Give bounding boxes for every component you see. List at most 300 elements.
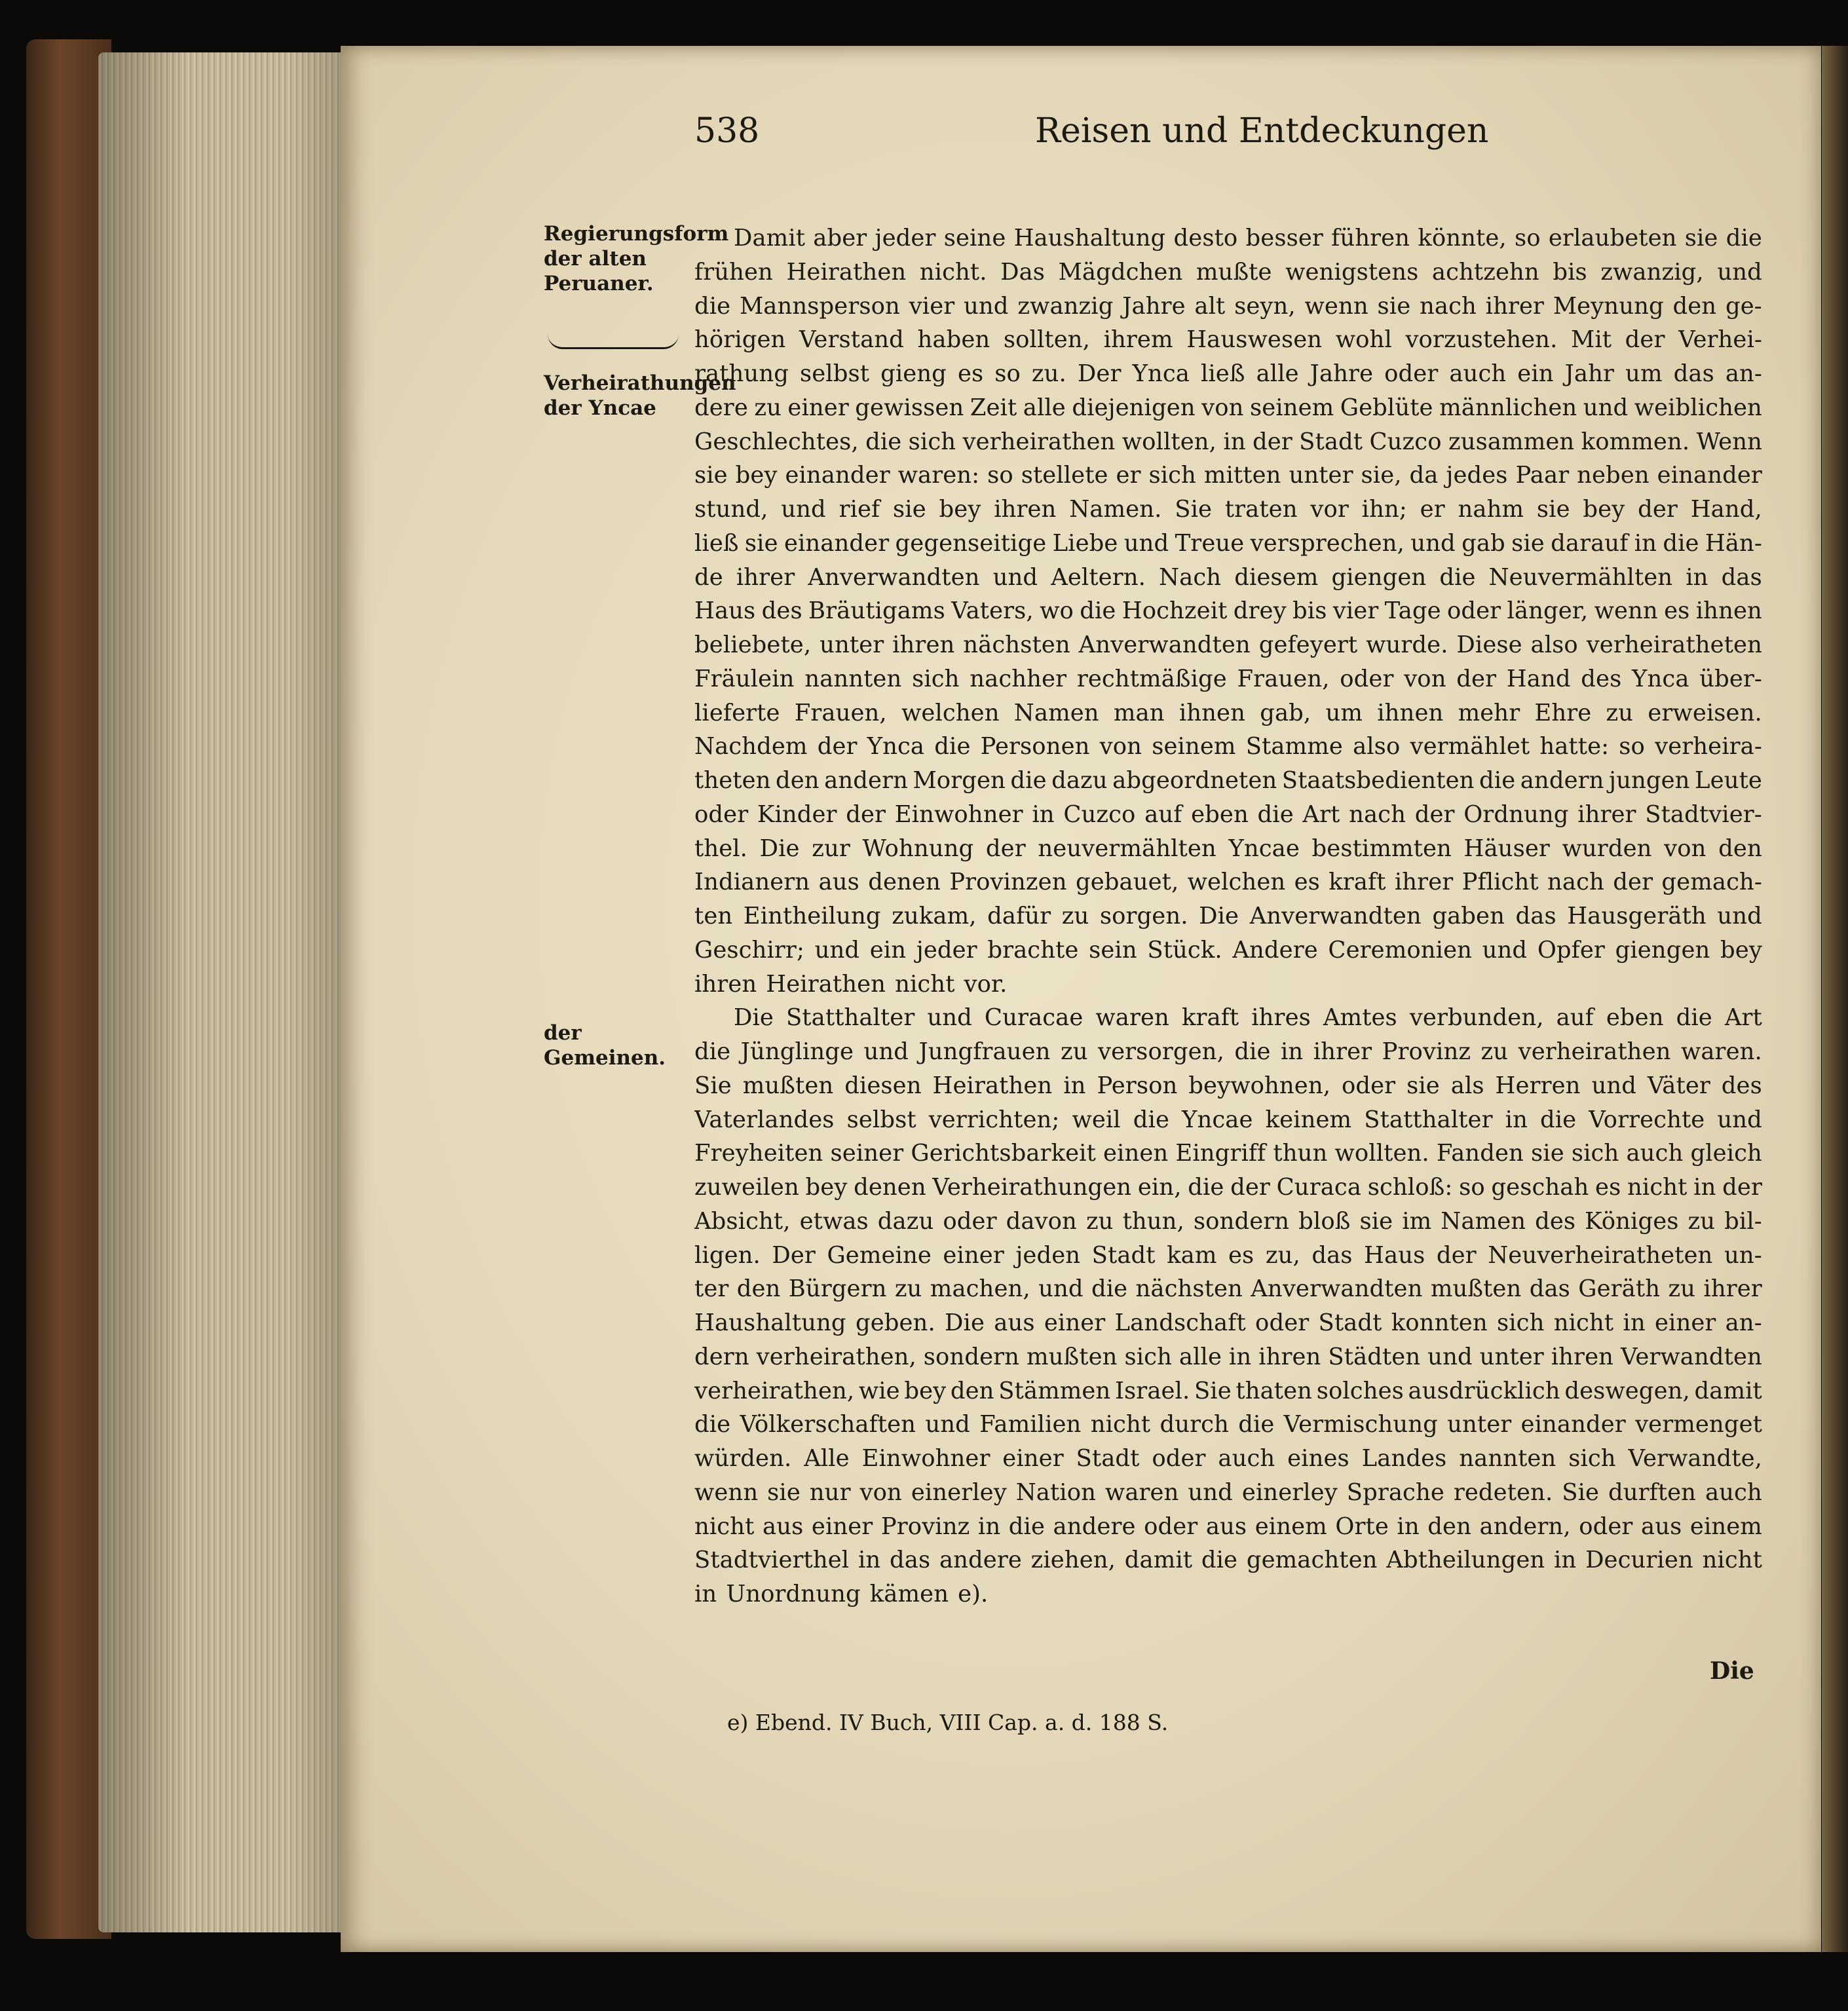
text-line — [694, 832, 1762, 866]
word: ließ — [694, 529, 739, 557]
word: sich — [1124, 1343, 1172, 1370]
word: Vaterlandes — [694, 1106, 835, 1133]
text-line — [694, 527, 1762, 561]
word: es — [1595, 1174, 1621, 1201]
word: Fanden — [1436, 1140, 1524, 1167]
word: Zeit — [970, 394, 1017, 421]
word: gebauet, — [1075, 869, 1179, 896]
word: zu — [1061, 903, 1089, 930]
word: die — [1188, 1174, 1224, 1201]
text-line — [694, 865, 1762, 899]
word: eines — [1287, 1445, 1349, 1472]
text-line — [694, 1442, 1762, 1476]
page-stack-shading — [98, 52, 354, 1932]
word: Anverwandten — [1078, 631, 1251, 658]
word: wenn — [1594, 597, 1658, 625]
word: damit — [1124, 1547, 1193, 1574]
word: zuweilen — [694, 1174, 799, 1201]
word: sondern — [923, 1343, 1020, 1370]
word: den — [736, 1275, 781, 1303]
word: Morgen — [913, 767, 1006, 794]
word: Provinzen — [949, 869, 1067, 896]
word: von — [1201, 394, 1244, 421]
word: oder — [943, 1207, 997, 1235]
word: Vaters, — [951, 597, 1034, 625]
word: zwanzig — [1017, 292, 1114, 320]
word: Absicht, — [694, 1207, 791, 1235]
word: Verstand — [799, 326, 904, 354]
word: gaben — [1432, 903, 1505, 930]
word: nachher — [970, 665, 1067, 692]
word: thaten — [1235, 1377, 1313, 1404]
word: wollten. — [1334, 1140, 1429, 1167]
word: die — [694, 292, 731, 320]
text-line — [694, 1103, 1762, 1137]
word: aus — [763, 1513, 804, 1540]
text-line — [694, 1408, 1762, 1442]
word: von — [1099, 733, 1142, 761]
word: durch — [1160, 1411, 1229, 1438]
word: ligen. — [694, 1241, 761, 1269]
text-line — [694, 357, 1762, 391]
word: die — [1201, 1547, 1238, 1574]
word: eben — [1606, 1004, 1664, 1032]
word: und — [964, 292, 1009, 320]
word: zu — [754, 394, 782, 421]
word: in — [1063, 1072, 1086, 1099]
word: an- — [1725, 1309, 1762, 1336]
word: deswegen, — [1564, 1377, 1690, 1404]
word: Diese — [1456, 631, 1522, 658]
word: hatte: — [1539, 733, 1610, 761]
word: nach — [1420, 292, 1477, 320]
word: Verheirathungen — [932, 1174, 1132, 1201]
word: gab — [1461, 529, 1505, 557]
word: sich — [1148, 462, 1196, 489]
word: es — [1228, 1241, 1254, 1269]
word: alle — [1256, 360, 1299, 387]
text-line — [694, 1035, 1762, 1069]
word: oder — [1579, 1513, 1633, 1540]
word: Anverwandten — [1249, 903, 1422, 930]
word: nur — [809, 1478, 851, 1506]
word: kraft — [1181, 1004, 1239, 1032]
word: Verwandte, — [1628, 1445, 1762, 1472]
word: der — [985, 835, 1026, 862]
word: und — [927, 1004, 972, 1032]
word: Abtheilungen — [1386, 1547, 1545, 1574]
word: Sie — [1562, 1478, 1600, 1506]
word: Yncae — [1182, 1106, 1253, 1133]
text-line — [694, 899, 1762, 933]
word: Heirathen — [766, 970, 886, 998]
word: andere — [939, 1547, 1022, 1574]
word: denen — [854, 1174, 926, 1201]
text-line — [694, 730, 1762, 764]
word: Indianern — [694, 869, 810, 896]
word: Frauen, — [794, 699, 887, 726]
word: solches — [1316, 1377, 1404, 1404]
word: ihrer — [1313, 1038, 1372, 1065]
word: dere — [694, 394, 748, 421]
word: welchen — [1187, 869, 1286, 896]
word: die — [1479, 767, 1516, 794]
text-line — [694, 1137, 1762, 1171]
word: die — [1663, 529, 1699, 557]
word: auch — [1218, 1445, 1275, 1472]
word: Landschaft — [1114, 1309, 1246, 1336]
word: auch — [1626, 1140, 1684, 1167]
word: nicht — [1702, 1547, 1762, 1574]
word: geschah — [1491, 1174, 1589, 1201]
word: würden. — [694, 1445, 792, 1472]
word: Haushaltung — [694, 1309, 846, 1336]
word: dafür — [987, 903, 1051, 930]
word: und — [1410, 529, 1456, 557]
word: Königes — [1585, 1207, 1679, 1235]
word: es — [1664, 597, 1690, 625]
word: dazu — [877, 1207, 934, 1235]
text-line — [694, 968, 1762, 1002]
word: Cuzco — [1369, 428, 1442, 455]
word: in — [1281, 1038, 1304, 1065]
word: und — [1583, 394, 1629, 421]
text-line — [694, 594, 1762, 628]
word: als — [1450, 1072, 1484, 1099]
word: Der — [772, 1241, 816, 1269]
word: bil- — [1724, 1207, 1762, 1235]
word: aus — [818, 869, 859, 896]
word: neben — [1577, 462, 1650, 489]
text-line — [694, 1543, 1762, 1577]
word: über- — [1699, 665, 1762, 692]
word: und — [781, 496, 826, 523]
word: welchen — [901, 699, 1000, 726]
word: mußte — [1196, 258, 1272, 286]
word: zusammen — [1448, 428, 1575, 455]
word: un- — [1724, 1241, 1762, 1269]
word: nahm — [1458, 496, 1524, 523]
word: zur — [812, 835, 850, 862]
text-line — [694, 662, 1762, 696]
word: und — [1591, 1072, 1636, 1099]
word: e). — [958, 1581, 989, 1607]
word: Haus — [694, 597, 756, 625]
word: Eintheilung — [743, 903, 881, 930]
word: so — [1619, 733, 1645, 761]
word: den — [950, 1377, 994, 1404]
word: in — [1554, 1547, 1577, 1574]
word: Heirathen — [786, 258, 907, 286]
word: und — [1482, 936, 1528, 964]
word: Ordnung — [1463, 800, 1569, 828]
word: vor. — [964, 970, 1008, 998]
word: rathung — [694, 360, 789, 387]
word: und — [925, 1411, 970, 1438]
word: einer — [1044, 1309, 1106, 1336]
word: in — [1397, 1513, 1420, 1540]
word: um — [1325, 699, 1363, 726]
word: Frauen, — [1237, 665, 1330, 692]
word: weil — [1072, 1106, 1121, 1133]
word: ihrer — [736, 563, 795, 591]
word: Die — [759, 835, 800, 862]
word: zu — [1688, 1207, 1716, 1235]
word: Statthalter — [785, 1004, 915, 1032]
word: die — [1439, 563, 1476, 591]
word: da — [1409, 462, 1439, 489]
word: Geschlechtes, — [694, 428, 859, 455]
word: Gemeine — [827, 1241, 932, 1269]
word: sorgen. — [1099, 903, 1188, 930]
word: auch — [1705, 1478, 1762, 1506]
word: Stamme — [1245, 733, 1343, 761]
word: auf — [1144, 800, 1182, 828]
word: gab, — [1260, 699, 1311, 726]
word: sein — [1089, 936, 1137, 964]
word: und — [1717, 258, 1762, 286]
word: er — [1420, 496, 1445, 523]
word: verheirathen — [1518, 1038, 1671, 1065]
word: konnten — [1391, 1309, 1488, 1336]
word: Völkerschaften — [740, 1411, 916, 1438]
text-line — [694, 1272, 1762, 1306]
page-number: 538 — [694, 111, 760, 151]
word: kraft — [1329, 869, 1386, 896]
word: wenigstens — [1285, 258, 1419, 286]
word: alle — [1179, 1343, 1222, 1370]
word: Sie — [1175, 496, 1213, 523]
footnote: e) Ebend. IV Buch, VIII Cap. a. d. 188 S. — [727, 1710, 1169, 1735]
word: das — [1515, 903, 1556, 930]
word: zu — [1085, 1207, 1114, 1235]
word: Amtes — [1323, 1004, 1397, 1032]
word: Anverwandten — [1251, 1275, 1423, 1303]
word: zu — [1606, 699, 1634, 726]
word: giengen — [1615, 936, 1710, 964]
word: gleich — [1690, 1140, 1762, 1167]
word: ihren — [1551, 1343, 1614, 1370]
word: Jünglinge — [740, 1038, 854, 1065]
word: einander — [1520, 1411, 1626, 1438]
word: Die — [734, 1004, 774, 1032]
word: vorzustehen. — [1405, 326, 1558, 354]
word: der — [1625, 326, 1665, 354]
word: gieng — [880, 360, 947, 387]
word: des — [1721, 1072, 1762, 1099]
word: bey — [735, 462, 778, 489]
word: Namen. — [1069, 496, 1162, 523]
word: die — [1676, 1004, 1712, 1032]
word: so — [1459, 1174, 1485, 1201]
word: wohl — [1335, 326, 1392, 354]
catchword: Die — [1710, 1657, 1754, 1685]
sidenote-marriages-yncae: Verheirathungen der Yncae — [544, 371, 736, 420]
word: sie — [694, 462, 728, 489]
word: es — [1294, 869, 1320, 896]
word: Stadt — [1076, 1445, 1140, 1472]
word: Pflicht — [1461, 869, 1539, 896]
word: die — [1257, 800, 1294, 828]
word: nächsten — [963, 631, 1070, 658]
word: ihren — [1258, 1343, 1321, 1370]
word: Stadt — [1299, 428, 1363, 455]
word: diejenigen — [1072, 394, 1196, 421]
word: wenn — [694, 1478, 759, 1506]
word: Nach — [1159, 563, 1222, 591]
word: wenn — [1304, 292, 1368, 320]
word: von — [1664, 835, 1707, 862]
word: ein — [1517, 360, 1554, 387]
word: zwanzig, — [1600, 258, 1704, 286]
word: aus — [994, 1309, 1035, 1336]
sidenote-government: Regierungsform der alten Peruaner. — [544, 222, 729, 295]
text-line — [694, 391, 1762, 425]
word: Hauswesen — [1186, 326, 1323, 354]
text-line — [694, 1069, 1762, 1103]
word: der — [817, 733, 858, 761]
word: nächsten — [1135, 1275, 1243, 1303]
word: einander — [783, 529, 890, 557]
word: Sie — [1194, 1377, 1232, 1404]
text-line — [694, 1205, 1762, 1239]
word: nach — [1349, 800, 1406, 828]
word: nicht — [895, 970, 955, 998]
word: ihres — [1251, 1004, 1311, 1032]
word: sie — [1511, 529, 1545, 557]
word: ter — [694, 1275, 729, 1303]
word: vier — [1332, 597, 1379, 625]
running-title: Reisen und Entdeckungen — [1035, 111, 1489, 151]
word: redeten. — [1453, 1478, 1553, 1506]
word: traten — [1224, 496, 1298, 523]
word: Yncae — [1228, 835, 1300, 862]
word: nannten — [804, 665, 902, 692]
word: Haushaltung — [1013, 225, 1166, 252]
word: und — [814, 936, 860, 964]
word: zu — [1668, 1275, 1696, 1303]
word: Damit — [734, 225, 806, 252]
word: einer — [787, 394, 849, 421]
word: ein — [869, 936, 907, 964]
text-line — [694, 493, 1762, 527]
word: Provinz — [880, 1513, 970, 1540]
word: ließ — [1200, 360, 1245, 387]
word: in — [694, 1581, 717, 1607]
word: Die — [1199, 903, 1239, 930]
word: sich — [1571, 1140, 1619, 1167]
word: vor — [1310, 496, 1349, 523]
word: verheiratheten — [1586, 631, 1762, 658]
word: ein, — [1137, 1174, 1182, 1201]
word: in — [1032, 800, 1055, 828]
word: Neuverheiratheten — [1488, 1241, 1713, 1269]
word: ihrer — [1485, 292, 1545, 320]
word: Treue — [1175, 529, 1245, 557]
word: mußten — [1027, 1343, 1118, 1370]
text-line — [694, 1340, 1762, 1374]
word: zu — [894, 1275, 922, 1303]
word: in — [1634, 529, 1657, 557]
word: jeden — [1015, 1241, 1081, 1269]
word: gewissen — [855, 394, 964, 421]
word: den — [1672, 292, 1717, 320]
word: schloß: — [1367, 1174, 1453, 1201]
text-line — [694, 255, 1762, 290]
word: der — [1638, 496, 1678, 523]
word: Stadtvier- — [1645, 800, 1762, 828]
word: Ynca — [1632, 665, 1689, 692]
text-line — [694, 1476, 1762, 1510]
word: unter — [1447, 1411, 1512, 1438]
word: bey — [939, 496, 981, 523]
word: haben — [917, 326, 990, 354]
word: bis — [1292, 597, 1327, 625]
word: andern, — [1479, 1513, 1571, 1540]
word: weiblichen — [1634, 394, 1762, 421]
word: Gerichtsbarkeit — [911, 1140, 1096, 1167]
word: und — [1123, 529, 1169, 557]
word: ihrer — [1703, 1275, 1762, 1303]
word: und — [1717, 903, 1762, 930]
word: Geschirr; — [694, 936, 804, 964]
text-line — [694, 933, 1762, 968]
word: keinem — [1265, 1106, 1352, 1133]
word: denen — [868, 869, 941, 896]
word: sie — [893, 496, 926, 523]
word: Freyheiten — [694, 1140, 823, 1167]
word: andern — [824, 767, 908, 794]
word: sie, — [1361, 462, 1402, 489]
word: in — [977, 1513, 1001, 1540]
word: etwas — [799, 1207, 869, 1235]
word: das — [1529, 1275, 1570, 1303]
word: Orte — [1335, 1513, 1389, 1540]
word: Herren — [1495, 1072, 1581, 1099]
word: Verhei- — [1678, 326, 1762, 354]
word: die — [1010, 767, 1047, 794]
word: Meynung — [1553, 292, 1664, 320]
word: oder — [1446, 597, 1501, 625]
word: männlichen — [1439, 394, 1577, 421]
word: nach — [1547, 869, 1604, 896]
word: Die — [945, 1309, 985, 1336]
word: andern — [1520, 767, 1604, 794]
word: der — [846, 800, 886, 828]
word: in — [858, 1547, 881, 1574]
word: ihrer — [1394, 869, 1454, 896]
word: ziehen, — [1030, 1547, 1116, 1574]
word: sie — [1359, 1207, 1393, 1235]
word: die — [1725, 225, 1762, 252]
word: ihren — [694, 970, 757, 998]
text-line — [694, 1374, 1762, 1408]
word: Ceremonien — [1328, 936, 1473, 964]
word: Unordnung — [726, 1581, 861, 1607]
word: Ynca — [1132, 360, 1190, 387]
word: Mit — [1571, 326, 1612, 354]
word: die — [1133, 1106, 1169, 1133]
word: versorgen, — [1098, 1038, 1224, 1065]
text-line — [694, 696, 1762, 730]
word: waren — [1104, 1478, 1179, 1506]
word: des — [761, 597, 802, 625]
word: nicht — [1553, 1309, 1614, 1336]
word: sie — [1406, 1072, 1440, 1099]
word: Andere — [1232, 936, 1318, 964]
word: so — [987, 462, 1013, 489]
word: sich — [908, 428, 956, 455]
